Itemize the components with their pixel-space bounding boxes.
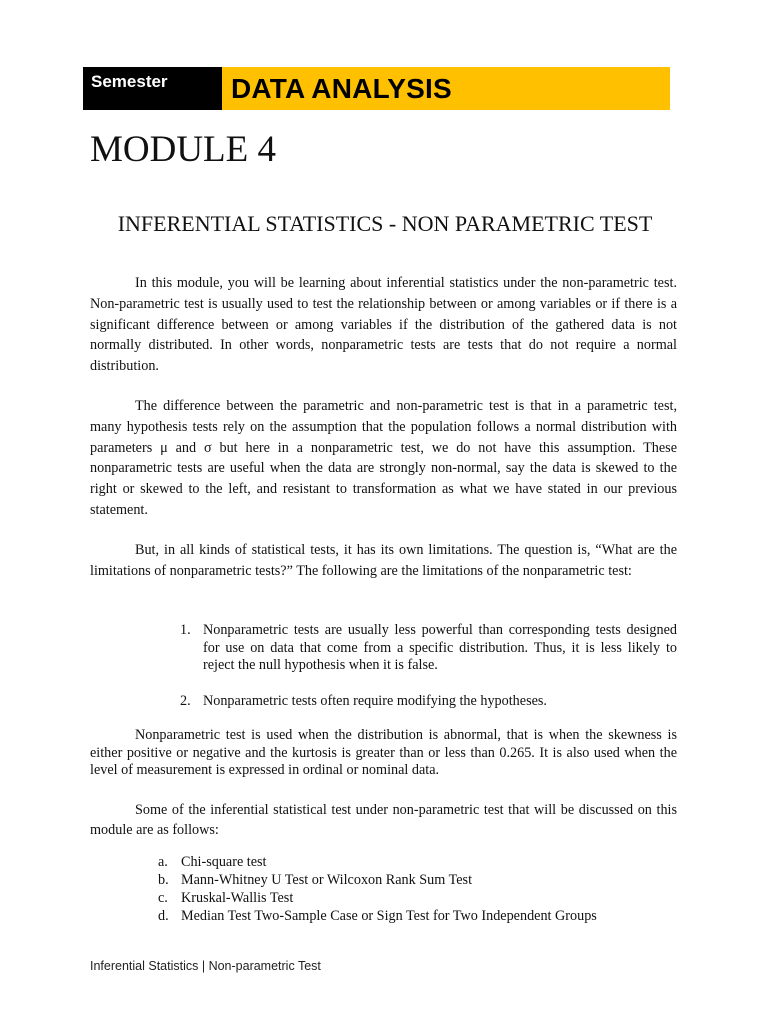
list-marker: c.: [158, 890, 168, 906]
list-item-text: Mann-Whitney U Test or Wilcoxon Rank Sum Test: [181, 872, 473, 888]
paragraph-text: But, in all kinds of statistical tests, it has its own limitations. The question is, “What are the limitations of nonparametric tests?” The following are the limitations of the nonparametric test:: [90, 542, 677, 579]
list-item-text: Chi-square test: [181, 854, 267, 870]
module-subtitle: INFERENTIAL STATISTICS - NON PARAMETRIC TEST: [117, 211, 653, 236]
module-title: MODULE 4: [90, 129, 277, 170]
list-item: [158, 871, 678, 889]
course-header: [83, 67, 670, 110]
list-item-text: Median Test Two-Sample Case or Sign Test for Two Independent Groups: [181, 908, 597, 924]
paragraph-text: Nonparametric test is used when the distribution is abnormal, that is when the skewness is either positive or negative and the kurtosis is greater than or less than 0.265. It is also used when the level of measurement is expressed in ordinal or nominal data.: [90, 727, 677, 779]
paragraph-intro: [90, 273, 677, 377]
paragraph-text: Some of the inferential statistical test under non-parametric test that will be discussed on this module are as follows:: [90, 802, 677, 838]
list-item: [158, 907, 678, 925]
paragraph-usage: [90, 727, 677, 780]
list-marker: 1.: [180, 622, 191, 638]
list-marker: 2.: [180, 693, 191, 709]
list-item: [158, 853, 678, 871]
paragraph-text: The difference between the parametric and non-parametric test is that in a parametric test, many hypothesis tests rely on the assumption that the population follows a normal distribution with parameters μ and σ but here in a nonparametric test, we do not have this assumption. These nonparametric tests are useful when the data are strongly non-normal, say the data is skewed to the right or skewed to the left, and resistant to transformation as what we have stated in our previous statement.: [90, 398, 677, 518]
paragraph-tests-intro: [90, 800, 677, 840]
semester-label: Semester: [83, 67, 222, 110]
list-item: [158, 889, 678, 907]
list-marker: b.: [158, 872, 169, 888]
list-item-text: Kruskal-Wallis Test: [181, 890, 294, 906]
list-marker: d.: [158, 908, 169, 924]
list-item: [180, 622, 677, 675]
page-footer: Inferential Statistics | Non-parametric Test: [90, 959, 321, 973]
list-item: [180, 693, 677, 711]
tests-list: [158, 853, 678, 925]
list-item-text: Nonparametric tests often require modifying the hypotheses.: [203, 693, 547, 709]
paragraph-difference: [90, 396, 677, 521]
paragraph-limitations-intro: [90, 540, 677, 582]
paragraph-text: In this module, you will be learning about inferential statistics under the non-parametric test. Non-parametric test is usually used to test the relationship between or among variables or if there is a significant difference between or among variables if the distribution of the gathered data is not normally distributed. In other words, nonparametric tests are tests that do not require a normal distribution.: [90, 275, 677, 375]
list-item-text: Nonparametric tests are usually less powerful than corresponding tests designed for use on data that come from a specific distribution. Thus, it is less likely to reject the null hypothesis when it is false.: [203, 622, 677, 673]
course-title: DATA ANALYSIS: [222, 67, 670, 110]
list-marker: a.: [158, 854, 168, 870]
